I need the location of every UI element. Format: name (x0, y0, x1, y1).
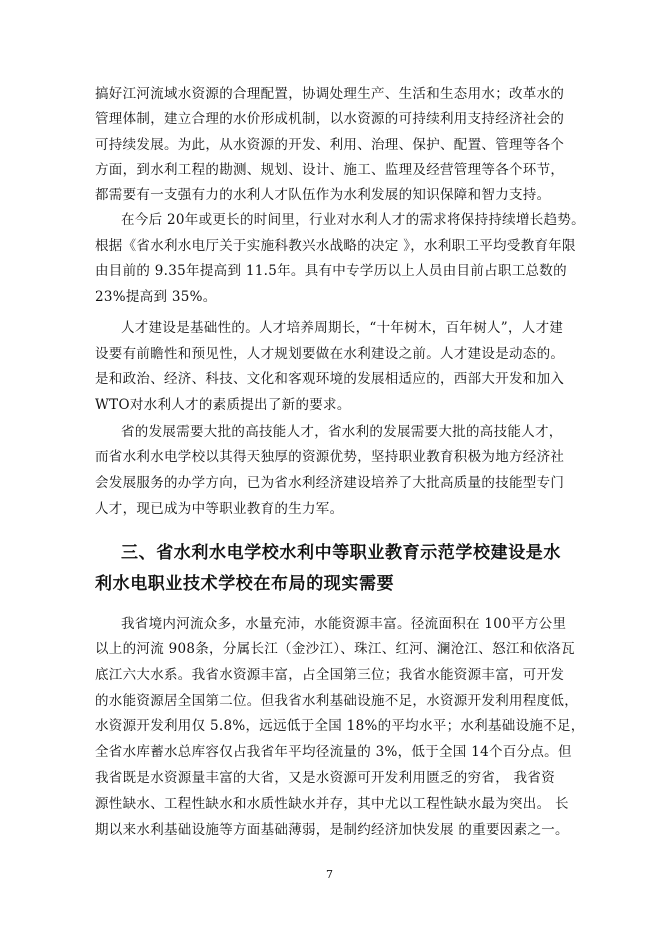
paragraph-5-line-4: 的水能资源居全国第二位。但我省水利基础设施不足，水资源开发利用程度低， (95, 693, 578, 709)
paragraph-1-line-5: 都需要有一支强有力的水利人才队伍作为水利发展的知识保障和智力支持。 (95, 187, 551, 203)
paragraph-5-line-1: 我省境内河流众多，水量充沛，水能资源丰富。径流面积在 100平方公里 (121, 616, 567, 632)
paragraph-4-line-2: 而省水利水电学校以其得天独厚的资源优势，坚持职业教育积极为地方经济社 (95, 449, 565, 465)
paragraph-5-line-3: 底江六大水系。我省水资源丰富，占全国第三位；我省水能资源丰富，可开发 (95, 667, 565, 683)
paragraph-2-line-1: 在今后 20年或更长的时间里，行业对水利人才的需求将保持持续增长趋势。 (121, 212, 585, 228)
paragraph-4-line-4: 人才，现已成为中等职业教育的生力军。 (95, 501, 344, 517)
paragraph-5-line-7: 我省既是水资源量丰富的大省，又是水资源可开发利用匮乏的穷省， 我省资 (95, 770, 555, 786)
section-heading-line-2: 利水电职业技术学校在布局的现实需要 (95, 574, 395, 594)
paragraph-1-line-3: 可持续发展。为此，从水资源的开发、利用、治理、保护、配置、管理等各个 (95, 137, 565, 153)
paragraph-2-line-3: 由目前的 9.35年提高到 11.5年。具有中专学历以上人员由目前占职工总数的 (95, 263, 567, 279)
paragraph-3-line-4: WTO对水利人才的素质提出了新的要求。 (95, 397, 351, 413)
paragraph-5-line-8: 源性缺水、工程性缺水和水质性缺水并存，其中尤以工程性缺水最为突出。 长 (95, 796, 569, 812)
paragraph-2-line-4: 23%提高到 35%。 (95, 289, 217, 305)
paragraph-3-line-2: 设要有前瞻性和预见性，人才规划要做在水利建设之前。人才建设是动态的。 (95, 346, 565, 362)
page-number: 7 (326, 868, 333, 881)
paragraph-3-line-3: 是和政治、经济、科技、文化和客观环境的发展相适应的，西部大开发和加入 (95, 371, 565, 387)
paragraph-4-line-3: 会发展服务的办学方向，已为省水利经济建设培养了大批高质量的技能型专门 (95, 475, 565, 491)
paragraph-2-line-2: 根据《省水利水电厅关于实施科教兴水战略的决定 》，水利职工平均受教育年限 (95, 238, 576, 254)
paragraph-1-line-2: 管理体制，建立合理的水价形成机制，以水资源的可持续利用支持经济社会的 (95, 111, 565, 127)
paragraph-5-line-2: 以上的河流 908条，分属长江（金沙江）、珠江、红河、澜沧江、怒江和依洛瓦 (95, 641, 575, 657)
paragraph-5-line-9: 期以来水利基础设施等方面基础薄弱，是制约经济加快发展 的重要因素之一。 (95, 822, 569, 838)
section-heading-line-1: 三、省水利水电学校水利中等职业教育示范学校建设是水 (121, 543, 561, 563)
paragraph-4-line-1: 省的发展需要大批的高技能人才，省水利的发展需要大批的高技能人才， (121, 424, 563, 440)
paragraph-3-line-1: 人才建设是基础性的。人才培养周期长，“十年树木，百年树人”，人才建 (121, 320, 564, 336)
paragraph-5-line-5: 水资源开发利用仅 5.8%，远远低于全国 18%的平均水平；水利基础设施不足， (95, 718, 585, 734)
paragraph-1-line-4: 方面，到水利工程的勘测、规划、设计、施工、监理及经营管理等各个环节， (95, 162, 565, 178)
paragraph-5-line-6: 全省水库蓄水总库容仅占我省年平均径流量的 3%，低于全国 14个百分点。但 (95, 744, 572, 760)
paragraph-1-line-1: 搞好江河流域水资源的合理配置，协调处理生产、生活和生态用水；改革水的 (95, 86, 565, 102)
